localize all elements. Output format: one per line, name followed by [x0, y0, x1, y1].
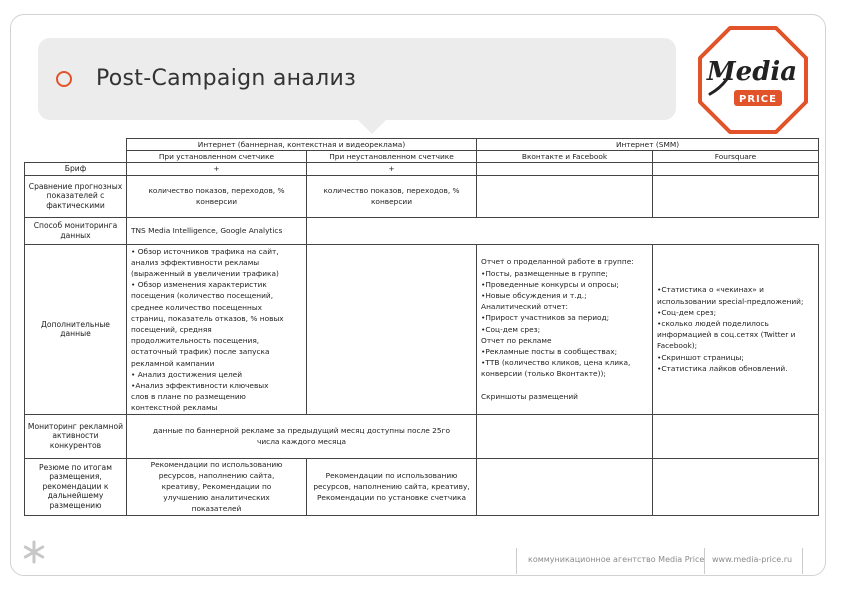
- additional-foursquare-line: •Статистика о «чекинах» и: [657, 285, 764, 295]
- additional-foursquare-line: информацией в соц.сетях (Twitter и: [657, 330, 796, 340]
- additional-smm-line: •Рекламные посты в сообществах;: [481, 346, 618, 356]
- additional-foursquare-line: использовании special-предложений;: [657, 296, 804, 306]
- additional-banner-line: • Обзор изменения характеристик: [131, 280, 267, 290]
- competitors-foursquare-empty: [653, 414, 819, 458]
- brief-installed-plus: +: [127, 163, 307, 175]
- additional-banner-line: анализ эффективности рекламы: [131, 257, 260, 267]
- additional-foursquare-line: •сколько людей поделилось: [657, 318, 769, 328]
- additional-banner-line: посещения (количество посещений,: [131, 291, 274, 301]
- additional-banner-line: страниц, показатель отказов, % новых: [131, 313, 284, 323]
- competitors-value: данные по баннерной рекламе за предыдущий месяц доступны после 25го числа каждого месяца: [127, 414, 477, 458]
- corner-cell-2: [25, 151, 127, 163]
- comparison-not-installed: количество показов, переходов, % конверсии: [307, 175, 477, 217]
- additional-banner-line: продолжительность посещения,: [131, 336, 260, 346]
- footer-divider: [704, 548, 705, 574]
- row-label-additional: Дополнительные данные: [25, 244, 127, 414]
- header-counter-installed: При установленном счетчике: [127, 151, 307, 163]
- row-label-monitoring-method: Способ мониторинга данных: [25, 217, 127, 244]
- title-bubble-tail: [358, 120, 386, 134]
- row-label-competitors: Мониторинг рекламной активности конкурентов: [25, 414, 127, 458]
- additional-smm-line: •ТТВ (количество кликов, цена клика,: [481, 358, 631, 368]
- monitoring-method-empty: [307, 217, 819, 244]
- monitoring-method-value: TNS Media Intelligence, Google Analytics: [127, 217, 307, 244]
- brief-not-installed-plus: +: [307, 163, 477, 175]
- row-label-summary: Резюме по итогам размещения, рекомендации к дальнейшему размещению: [25, 458, 127, 515]
- additional-foursquare-line: •Соц-дем срез;: [657, 307, 717, 317]
- additional-foursquare-line: •Скриншот страницы;: [657, 352, 744, 362]
- page-title: Post-Campaign анализ: [96, 66, 357, 91]
- competitors-vk-fb-empty: [477, 414, 653, 458]
- header-internet-banner: Интернет (баннерная, контекстная и видеореклама): [127, 139, 477, 151]
- additional-banner-line: • Анализ достижения целей: [131, 369, 243, 379]
- footer-agency: коммуникационное агентство Media Price: [528, 555, 705, 564]
- comparison-vk-fb-empty: [477, 175, 653, 217]
- additional-banner-line: (выраженный в увеличении трафика): [131, 269, 279, 279]
- summary-vk-fb-empty: [477, 458, 653, 515]
- additional-banner-line: рекламной кампании: [131, 358, 215, 368]
- summary-installed: Рекомендации по использованию ресурсов, наполнению сайта, креативу, Рекомендации по улучшению аналитических показателей: [127, 458, 307, 515]
- header-internet-smm: Интернет (SMM): [477, 139, 819, 151]
- additional-smm-line: •Соц-дем срез;: [481, 324, 541, 334]
- additional-smm-line: Отчет о проделанной работе в группе:: [481, 257, 634, 267]
- row-label-brief: Бриф: [25, 163, 127, 175]
- asterisk-icon: [22, 540, 46, 564]
- additional-smm-line: Отчет по рекламе: [481, 335, 552, 345]
- additional-foursquare-line: •Статистика лайков обновлений.: [657, 363, 788, 373]
- media-price-logo: [694, 24, 812, 136]
- header-foursquare: Foursquare: [653, 151, 819, 163]
- footer-divider: [516, 548, 517, 574]
- additional-banner-line: слов в плане по размещению: [131, 392, 246, 402]
- additional-banner-line: остаточный трафик) после запуска: [131, 347, 270, 357]
- additional-smm-line: конверсии (только Вконтакте));: [481, 369, 606, 379]
- additional-banner-line: • Обзор источников трафика на сайт,: [131, 246, 279, 256]
- additional-smm-line: [481, 380, 650, 391]
- header-counter-not-installed: При неустановленном счетчике: [307, 151, 477, 163]
- corner-cell: [25, 139, 127, 151]
- footer-divider: [802, 548, 803, 574]
- brief-foursquare-empty: [653, 163, 819, 175]
- header-vk-fb: Вконтакте и Facebook: [477, 151, 653, 163]
- comparison-installed: количество показов, переходов, % конверсии: [127, 175, 307, 217]
- additional-foursquare-line: Facebook);: [657, 341, 698, 351]
- additional-banner-list: [127, 244, 307, 414]
- title-bullet-circle: [56, 71, 72, 87]
- logo-badge-text: PRICE: [739, 94, 777, 105]
- additional-smm-line: •Посты, размещенные в группе;: [481, 268, 608, 278]
- additional-foursquare-list: [653, 244, 819, 414]
- additional-banner-line: среднее количество посещенных: [131, 302, 263, 312]
- additional-banner-line: посещений, средняя: [131, 325, 212, 335]
- additional-smm-line: Аналитический отчет:: [481, 302, 568, 312]
- summary-not-installed: Рекомендации по использованию ресурсов, наполнению сайта, креативу, Рекомендации по установке счетчика: [307, 458, 477, 515]
- comparison-foursquare-empty: [653, 175, 819, 217]
- logo-word: Media: [706, 57, 798, 87]
- row-label-comparison: Сравнение прогнозных показателей с фактическими: [25, 175, 127, 217]
- post-campaign-table: [24, 138, 819, 516]
- additional-smm-line: Скриншоты размещений: [481, 391, 578, 401]
- additional-smm-line: •Проведенные конкурсы и опросы;: [481, 279, 619, 289]
- additional-smm-line: •Прирост участников за период;: [481, 313, 610, 323]
- summary-foursquare-empty: [653, 458, 819, 515]
- additional-smm-line: •Новые обсуждения и т.д.;: [481, 290, 587, 300]
- footer-url-link[interactable]: www.media-price.ru: [712, 555, 793, 564]
- brief-vk-fb-empty: [477, 163, 653, 175]
- additional-not-installed-empty: [307, 244, 477, 414]
- additional-banner-line: контекстной рекламы: [131, 403, 218, 413]
- additional-banner-line: •Анализ эффективности ключевых: [131, 381, 269, 391]
- additional-smm-list: [477, 244, 653, 414]
